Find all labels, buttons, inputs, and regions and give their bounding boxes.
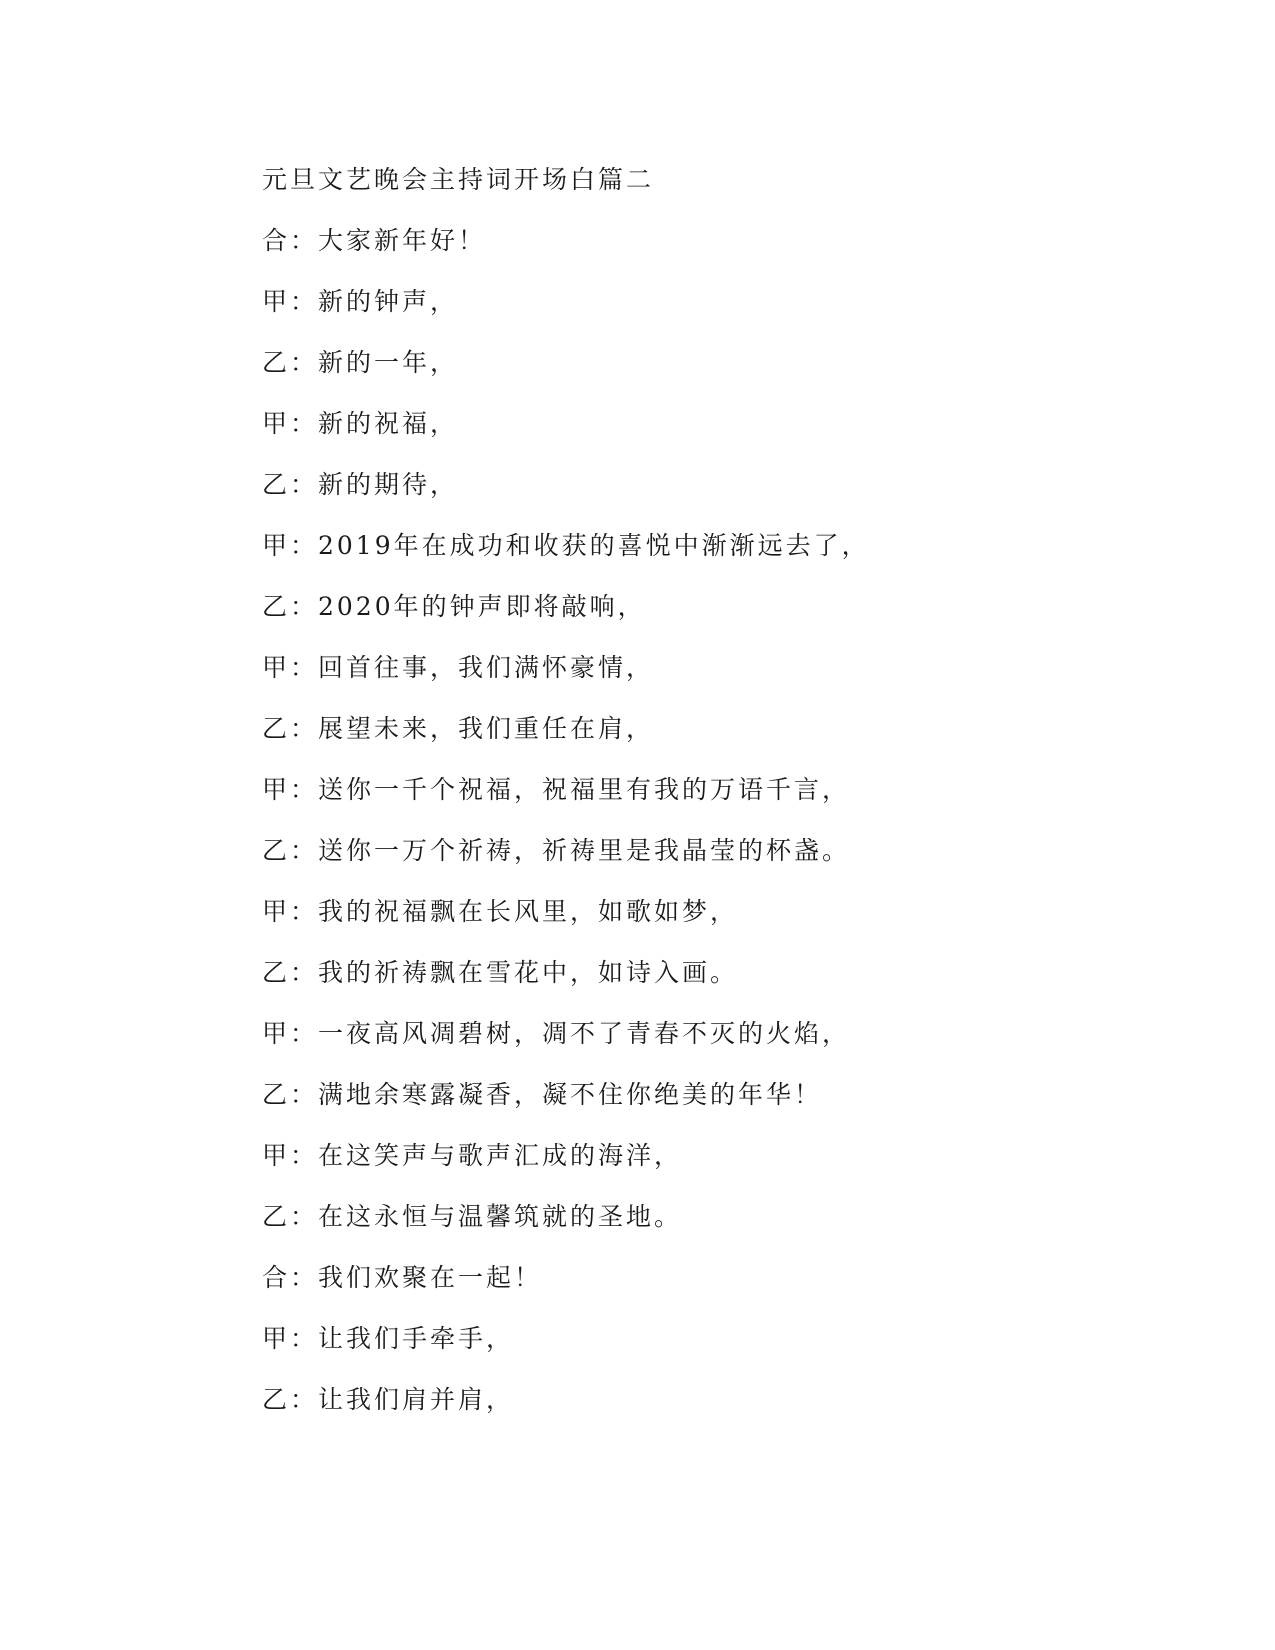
script-line: 乙：我的祈祷飘在雪花中，如诗入画。: [262, 958, 739, 987]
script-line: 合：大家新年好！: [262, 226, 487, 255]
script-line: 乙：送你一万个祈祷，祈祷里是我晶莹的杯盏。: [262, 836, 851, 865]
script-line: 甲：回首往事，我们满怀豪情，: [262, 653, 655, 682]
script-line: 甲：一夜高风凋碧树，凋不了青春不灭的火焰，: [262, 1019, 851, 1048]
script-line: 甲：2019年在成功和收获的喜悦中渐渐远去了，: [262, 531, 870, 560]
script-line: 甲：新的祝福，: [262, 409, 459, 438]
document-body: [262, 165, 1022, 1446]
script-line: 甲：在这笑声与歌声汇成的海洋，: [262, 1141, 683, 1170]
script-line: 乙：在这永恒与温馨筑就的圣地。: [262, 1202, 683, 1231]
script-line: 合：我们欢聚在一起！: [262, 1263, 543, 1292]
script-line: 甲：让我们手牵手，: [262, 1324, 515, 1353]
script-line: 乙：新的期待，: [262, 470, 459, 499]
script-line: 乙：2020年的钟声即将敲响，: [262, 592, 646, 621]
script-line: 甲：我的祝福飘在长风里，如歌如梦，: [262, 897, 739, 926]
script-line: 乙：新的一年，: [262, 348, 459, 377]
script-line: 乙：让我们肩并肩，: [262, 1385, 515, 1414]
script-line: 乙：满地余寒露凝香，凝不住你绝美的年华！: [262, 1080, 823, 1109]
script-line: 乙：展望未来，我们重任在肩，: [262, 714, 655, 743]
script-line: 甲：新的钟声，: [262, 287, 459, 316]
document-title: 元旦文艺晚会主持词开场白篇二: [262, 165, 655, 194]
script-line: 甲：送你一千个祝福，祝福里有我的万语千言，: [262, 775, 851, 804]
